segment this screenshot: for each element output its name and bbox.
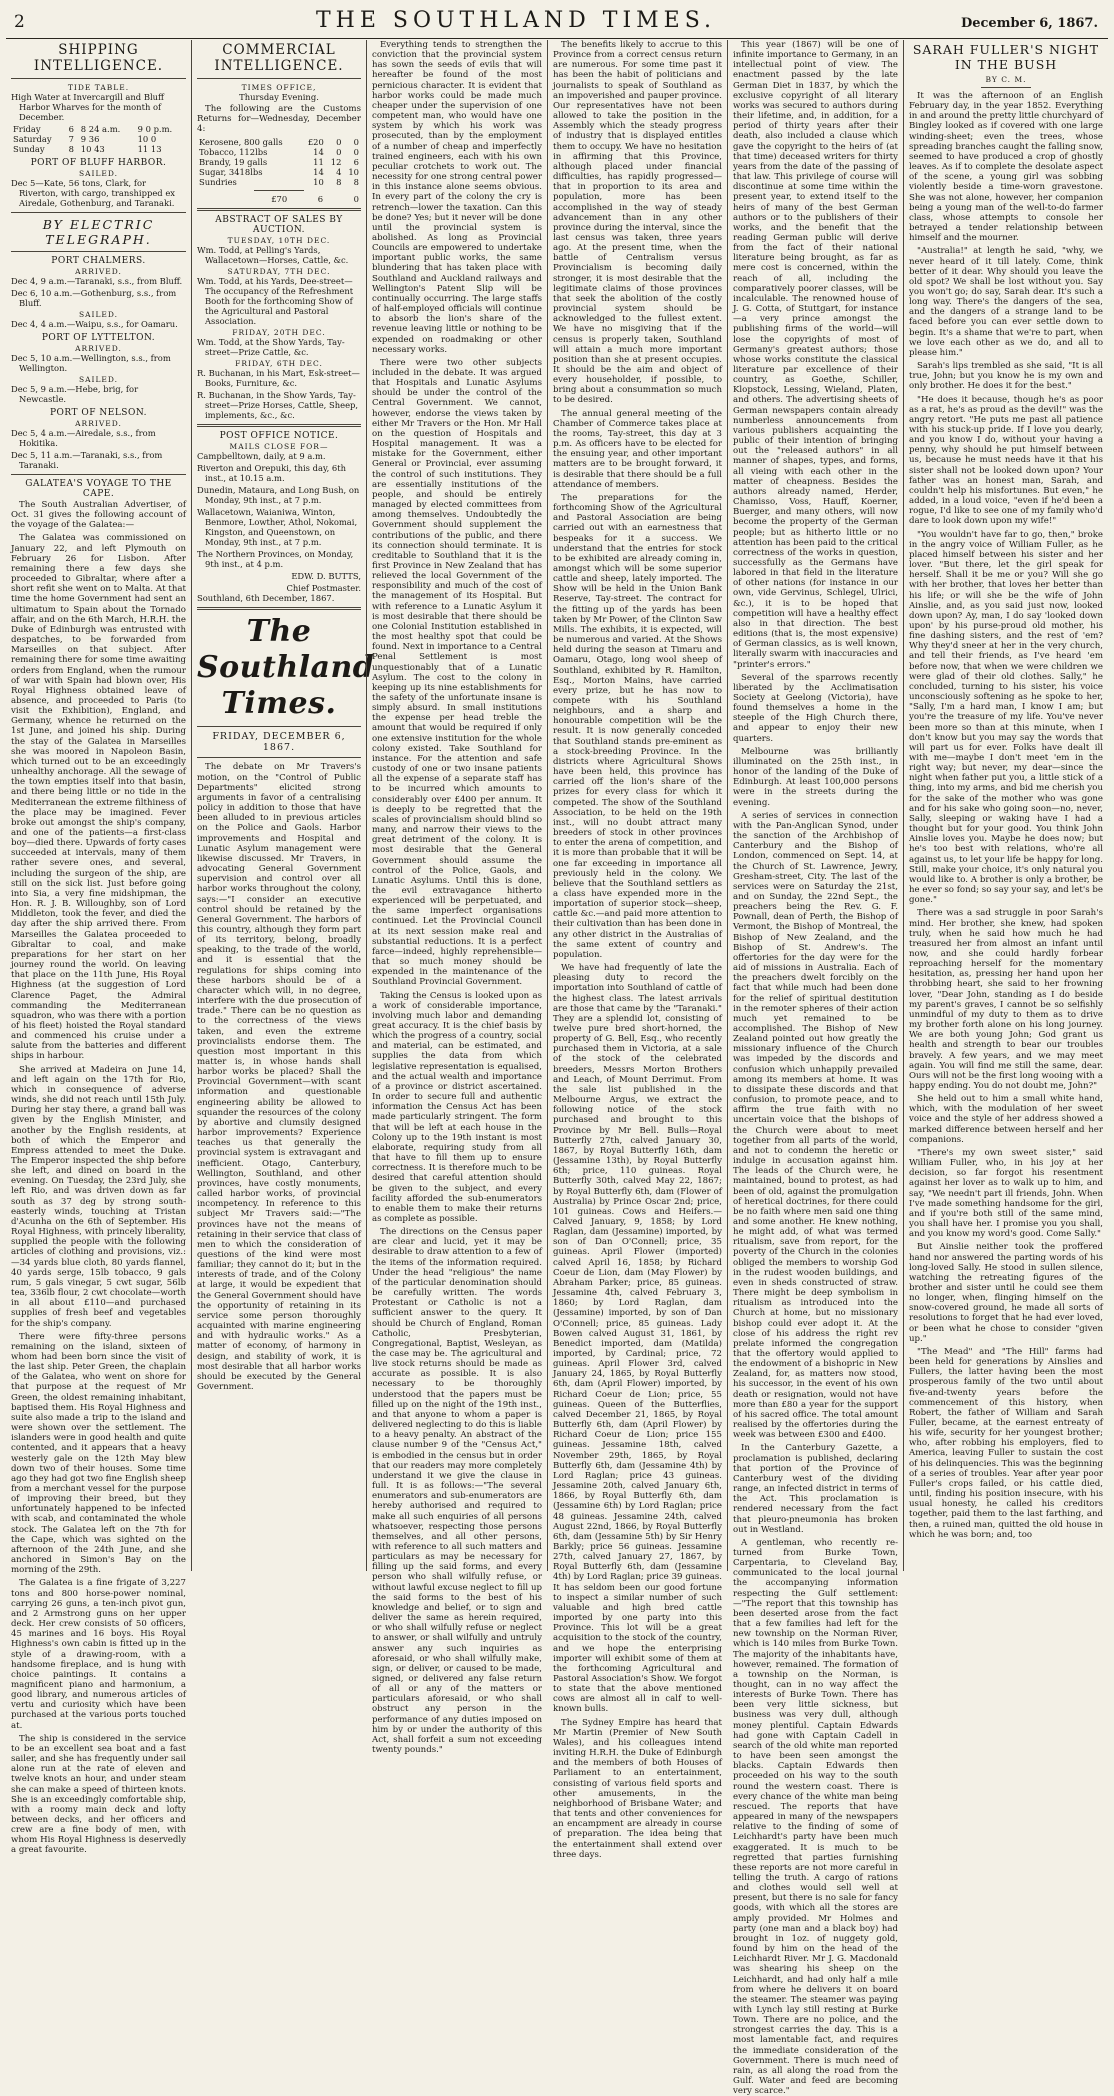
customs-shillings: 8 (336, 177, 342, 188)
customs-pence: 10 (348, 167, 359, 178)
tide-note: High Water at Invercargill and Bluff Harbor Wharves for the month of December. (11, 92, 165, 122)
story-paragraph: "The Mead" and "The Hill" farms had been held for generations by Ainslies and Fullers, the latter having been the most prosperous family of the two until about five-and-twenty years before the commencement of this history, when Robert, the father of William and Sarah Fuller, became, at the earnest entreaty of his wife, security for her youngest brother; who, after robbing his employers, fled to America, leaving Fuller to sustain the cost of his delinquencies. This was the beginning of a series of troubles. Year after year poor Fuller's crops failed, or his cattle died, until, finding his position insecure, with his usual honesty, he called his creditors together, paid them to the last farthing, and then, a ruined man, quitted the old house in which he was born; and, too (909, 1346, 1103, 1540)
galatea-paragraph: The Galatea was commissioned on January 22, and left Plymouth on February 26 for Lisbon. After remaining there a few days she proceeded to Gibraltar, where after a short refit she went on to Malta. At that time the home Government had sent an ultimatum to Spain about the Tornado affair, and on the 6th March, H.R.H. the Duke of Edinburgh was entrusted with despatches, to be forwarded from Marseilles on that subject. After remaining there for some time awaiting orders from England, when the rumour of war with Spain had blown over, His Royal Highness obtained leave of absence, and proceeded to Paris (to visit the Exhibition), England, and Germany, whence he returned on the 1st June, and joined his ship. During the stay of the Galatea in Marseilles she was moored in Napoleon Basin, which turned out to be an exceedingly unhealthy anchorage. All the sewage of the town empties itself into that basin, and there being little or no tide in the Mediterranean the extreme filthiness of the place may be imagined. Fever broke out amongst the ship's company, and one of the patients—a first-class boy—died there. Upwards of forty cases succeeded at intervals, many of them rather severe ones, and several, including the surgeon of the ship, are still on the sick list. Just before going into Sia, a very fine midshipman, the Hon. R. J. B. Willoughby, son of Lord Middleton, took the fever, and died the day after the ship arrived there. From Marseilles the Galatea proceeded to Gibraltar to coal, and make preparations for her start on her journey round the world. On leaving that place on the 11th June, His Royal Highness (at the suggestion of Lord Clarence Paget, the Admiral commanding the Mediterranean squadron, who was there with a portion of his fleet) hoisted the Royal standard and commenced his cruise under a salute from the batteries and different ships in harbour. (11, 533, 186, 1062)
news-paragraph: The benefits likely to accrue to this Province from a correct census return are numerous. For some time past it has been the habit of politicians and journalists to speak of Southland as an impoverished and pauper province. Our representatives have not been allowed to take the position in the Assembly which the steady progress of industry that is displayed entitles them to occupy. We have no hesitation in affirming that this Province, although placed under financial difficulties, has rapidly progressed—that in proportion to its area and population, more has been accomplished in the way of steady advancement than in any other province during the interval, since the last census was taken, three years ago. At the present time, when the battle of Centralism versus Provincialism is becoming daily stronger, it is most desirable that the legitimate claims of those provinces that seek the abolition of the costly provincial system should be acknowledged to the fullest extent. We have no misgiving that if the census is properly taken, Southland will attain a much more important position than she at present occupies. It should be the aim and object of every householder, if possible, to bring about a consummation so much to be desired. (553, 40, 722, 406)
galatea-intro: The South Australian Advertiser, of Oct. 31 gives the following account of the voyage of the Galatea:— (11, 500, 186, 531)
customs-item: Tobacco, 112lbs (199, 147, 268, 158)
customs-pence: 0 (353, 147, 359, 158)
galatea-paragraph: She arrived at Madeira on June 14, and left again on the 17th for Rio, which in consequence of adverse winds, she did not reach until 15th July. During her stay there, a grand ball was given by the English Minister, and another by the English residents, at both of which the Emperor and Empress attended to meet the Duke. The Emperor inspected the ship before she left, and dined on board in the evening. On Tuesday, the 23rd July, she left Rio, and was driven down as far south as 37 deg by strong south-easterly winds, touching at Tristan d'Acunha on the 6th of September. His Royal Highness, with princely liberality, supplied the people with the following articles of clothing and provisions, viz.:—34 yards blue cloth, 80 yards flannel, 40 yards serge, 15lb tobacco, 9 gals rum, 5 gals vinegar, 5 cwt sugar, 56lb tea, 336lb flour, 2 cwt chocolate—worth in all about £110—and purchased supplies of fresh beef and vegetables for the ship's company. (11, 1064, 186, 1329)
tide-cell: 8 24 a.m. (80, 124, 121, 134)
commercial-column (191, 40, 375, 1571)
tide-cell: 11 13 (137, 144, 162, 154)
sale-date: FRIDAY, 6TH DEC. (235, 359, 323, 369)
customs-item: Kerosene, 800 galls (199, 137, 283, 148)
customs-pence: 0 (353, 137, 359, 148)
total-shillings: 6 (317, 194, 324, 205)
arrival-entry: Dec 6, 10 a.m.—Gothenburg, s.s., from Bluff. (11, 288, 177, 308)
customs-row (197, 177, 361, 187)
arrival-entry: Dec 5, 10 a.m.—Wellington, s.s., from Wellington. (11, 353, 171, 373)
tide-cell: 8 (68, 144, 74, 154)
office-label: TIMES OFFICE, (241, 83, 317, 92)
tide-cell: 10 0 (137, 134, 157, 144)
shipping-heading: SHIPPING INTELLIGENCE. (33, 42, 164, 74)
issue-date: December 6, 1867. (960, 16, 1098, 31)
customs-row (197, 167, 361, 177)
customs-intro: The following are the Customs Returns for—Wednesday, December 4: (197, 104, 361, 135)
misc-paragraph: A series of services in connection with the Pan-Anglican Synod, under the sanction of the Archbishop of Canterbury and the Bishop of London, commenced on Sept. 14, at the Church of St. Lawrence, Jewry, Gresham-street, City. The last of the services were on Saturday the 21st, and on Sunday, the 22nd Sept., the preachers being the Rev. G. F. Pownall, dean of Perth, the Bishop of Vermont, the Bishop of Montreal, the Bishop of New Zealand, and the Bishop of St. Andrew's. The offertories for the day were for the aid of missions in Australia. Each of the preachers dwelt forcibly on the fact that while much had been done for the relief of spiritual destitution in the remoter spheres of their action much yet remained to be accomplished. The Bishop of New Zealand pointed out how greatly the missionary influence of the Church was impeded by the discords and confusion which unhappily prevailed among its members at home. It was to dissipate these discords and that confusion, to promote peace, and to affirm the true faith with no uncertain voice that the bishops of the Church were about to meet together from all parts of the world, and not to condemn the heretic or indulge in accusation against him. The leads of the Church were, he maintained, bound to protest, as had been of old, against the promulgation of heretical doctrines, for there could be no faith where men said one thing and some another. He knew nothing, he might add, of what was termed ritualism, save from report, for the poverty of the Church in the colonies obliged the members to worship God in the rudest wooden buildings, and even in sheds constructed of straw. There might be deep symbolism in ritualism as introduced into the Church at home, but no missionary bishop could ever adopt it. At the close of his address the right rev prelate informed the congregation that the offertory would applied to the endowment of a bishopric in New Zealand, for, as matters now stood, his successor, in the event of his own death or resignation, would not have more than £80 a year for the support of his sacred office. The total amount realised by the offertories during the week was between £300 and £400. (733, 810, 898, 1441)
tide-cell: 6 (68, 124, 74, 134)
news-paragraph: We have had frequently of late the pleasing duty to record the importation into Southland of cattle of the highest class. The latest arrivals are those that came by the "Taranaki." They are a splendid lot, consisting of twelve pure bred short-horned, the property of G. Bell, Esq., who recently purchased them in Victoria, at a sale of the stock of the celebrated breeders, Messrs Morton Brothers and Leach, of Mount Derrimut. From the sale list published in the Melbourne Argus, we extract the following notice of the stock purchased and brought to this Province by Mr Bell. Bulls—Royal Butterfly 27th, calved January 30, 1867, by Royal Butterfly 16th, dam (Jessamine 13th), by Royal Butterfly 6th; price, 110 guineas. Royal Butterfly 30th, calved May 22, 1867; by Royal Butterfly 6th, dam (Flower of Australia) by Prince Oscar 2nd; price, 101 guineas. Cows and Heifers.—Calved January, 9, 1858; by Lord Raglan, dam (Jessamine) imported, by son of Dan O'Connell; price, 35 guineas. April Flower (imported) calved April 16, 1858; by Richard Coeur de Lion, dam (May Flower) by Abraham Parker; price, 85 guineas. Jessamine 4th, calved February 3, 1860; by Lord Raglan, dam (Jessamine) imported, by son of Dan O'Connell; price, 85 guineas. Lady Bowen calved August 31, 1861, by Benedict imported, dam (Matilda) imported, by Cardinal; price, 72 guineas. April Flower 3rd, calved January 24, 1865, by Royal Butterfly 6th, dam (April Flower) imported, by Richard Coeur de Lion; price, 55 guineas. Queen of the Butterflies, calved December 21, 1865, by Royal Butterfly 6th, dam (April Flower) by Richard Coeur de Lion; price 155 guineas. Jessamine 18th, calved November 29th, 1865, by Royal Butterfly 6th, dam (Jessamine 4th) by Lord Raglan; price 43 guineas. Jessamine 20th, calved January 6th, 1866, by Royal Butterfly 6th, dam (Jessamine 6th) by Lord Raglan; price 48 guineas. Jessamine 24th, calved August 22nd, 1866, by Royal Butterfly 6th, dam (Jessamine 5th) by Sir Henry Barkly; price 56 guineas. Jessamine 27th, calved January 27, 1867, by Royal Butterfly 6th, dam (Jessamine 4th) by Lord Raglan; price 39 guineas. It has seldom been our good fortune to inspect a similar number of such valuable and high bred cattle imported by one party into this Province. This lot will be a great acquisition to the stock of the country, and we hope the enterprising importer will exhibit some of them at the forthcoming Agricultural and Pastoral Association's Show. We forgot to state that the above mentioned cows are almost all in calf to well-known bulls. (553, 963, 722, 1715)
sale-entry: Wm. Todd, at the Show Yards, Tay-street—Prize Cattle, &c. (197, 337, 345, 358)
arrived-label: ARRIVED. (75, 419, 122, 428)
mail-closing-entry: Wallacetown, Waianiwa, Winton, Benmore, Lowther, Athol, Nokomai, Kingston, and Queenstown, on Monday, 9th inst., at 7 p.m. (197, 507, 358, 548)
tide-table-title: TIDE TABLE. (67, 83, 130, 92)
tide-cell: 9 36 (80, 134, 100, 144)
customs-item: Sundries (199, 177, 237, 188)
arrived-label: ARRIVED. (75, 267, 122, 276)
editorial-paragraph: There were two other subjects included in the debate. It was argued that Hospitals and Lunatic Asylums should be under the control of the Central Government. We cannot, however, endorse the views taken by either Mr Travers or the Hon. Mr Hall on the question of Hospitals and Hospital management. It was a mistake for the Government, either General or Provincial, ever assuming the control of such institutions. They are essentially institutions of the people, and should be entirely managed by elected committees from among themselves. Undoubtedly the Government should supplement the contributions of the public, and there its connection should terminate. It is creditable to Southland that it is the first Province in New Zealand that has relieved the local Government of the responsibility and much of the cost of the management of its Hospital. But with reference to a Lunatic Asylum it is most desirable that there should be one Colonial Institution established in the most healthy spot that could be found. Next in importance to a Central Penal Settlement is most unquestionably that of a Lunatic Asylum. The cost to the colony in keeping up its nine establishments for the safety of the unfortunate insane is simply absurd. In small institutions the expense per head treble the amount that would be required if only one extensive institution for the whole colony existed. Take Southland for instance. For the attention and safe custody of one or two insane patients all the expense of a separate staff has to be incurred which amounts to considerably over £400 per annum. It is deeply to be regretted that the scales of provincialism should blind so many, and narrow their views to the great detriment of the colony. It is most desirable that the General Government should assume the control of the Police, Gaols, and Lunatic Asylums. Until this is done, the evil extravagance hitherto experienced will be perpetuated, and the same imperfect organisations continued. Let the Provincial Council at its next session make real and substantial reductions. It is a perfect farce—indeed, highly reprehensible—that so much money should be expended in the maintenance of the Southland Provincial Government. (372, 357, 542, 988)
galatea-paragraph: There were fifty-three persons remaining on the island, sixteen of whom had been born since the visit of the last ship. Peter Green, the chaplain of the Galatea, who went on shore for that purpose at the request of Mr Green, the oldest remaining inhabitant, baptised them. His Royal Highness and suite also made a trip to the island and were shown over the settlement. The islanders were in good health and quite contented, and it appears that a heavy westerly gale on the 12th May blew down two of their houses. Some time ago they had got two fine English sheep from a merchant vessel for the purpose of improving their breed, but they unfortunately happened to be infected with scab, and contaminated the whole stock. The Galatea left on the 7th for the Cape, which was sighted on the afternoon of the 24th June, and she anchored in Simon's Bay on the morning of the 29th. (11, 1331, 186, 1576)
customs-pounds: £20 (307, 137, 324, 148)
editorial-column (366, 40, 547, 1756)
bluff-sailed-entry: Dec 5—Kate, 56 tons, Clark, for Riverton, with cargo, transhipped ex Airedale, Gothenburg, and Taranaki. (11, 178, 175, 208)
arrived-label: ARRIVED. (75, 344, 122, 353)
arrival-entry: Dec 5, 11 a.m.—Taranaki, s.s., from Taranaki. (11, 450, 163, 470)
mail-closing-entry: The Northern Provinces, on Monday, 9th inst., at 4 p.m. (197, 549, 354, 570)
editorial-dateline: FRIDAY, DECEMBER 6, 1867. (212, 731, 346, 754)
customs-shillings: 0 (336, 137, 342, 148)
tide-cell: 7 (68, 134, 74, 144)
postmaster-name: EDW. D. BUTTS, (291, 571, 361, 582)
editorial-paragraph: Taking the Census is looked upon as a work of considerable importance, involving much labor and demanding great accuracy. It is the chief basis by which the progress of a country, social and material, can be estimated, and supplies the data from which legislative representation is equalised, and the actual wealth and importance of a province or district ascertained. In order to secure full and authentic information the Census Act has been made particularly stringent. The form that will be left at each house in the Colony up to the 19th instant is most elaborate, requiring study from all that have to fill them up to ensure correctness. It is therefore much to be desired that careful attention should be given to the subject, and every facility afforded the sub-enumerators to enable them to make their returns as complete as possible. (372, 990, 542, 1224)
port-nelson-heading: PORT OF NELSON. (49, 408, 148, 418)
customs-table (197, 137, 361, 187)
galatea-paragraph: The ship is considered in the service to be an excellent sea boat and a fast sailer, and she has frequently under sail alone run at the rate of eleven and twelve knots an hour, and under steam she can make a speed of thirteen knots. She is an exceedingly comfortable ship, with a roomy main deck and lofty between decks, and her officers and crew are a fine body of men, with whom His Royal Highness is deservedly a great favourite. (11, 1733, 186, 1856)
telegraph-heading: BY ELECTRIC TELEGRAPH. (42, 217, 155, 247)
shipping-column (6, 40, 191, 1856)
port-chalmers-heading: PORT CHALMERS. (51, 256, 146, 266)
editorial-paragraph: The debate on Mr Travers's motion, on the "Control of Public Departments" elicited strong arguments in favor of a centralising policy in addition to those that have been alluded to in previous articles on the Police and Gaols. Harbor improvements and Hospital and Lunatic Asylum management were likewise discussed. Mr Travers, in advocating General Government supervision and control over all harbor works throughout the colony, says:—"I consider an executive control should be retained by the General Government. The harbors of this country, although they form part of its territory, belong, broadly speaking, to the trade of the world, and it is essential that the regulations for ships coming into these harbors should be of a character which will, in no degree, interfere with the due prosecution of trade." There can be no question as to the correctness of the views taken, and even the extreme provincialists endorse them. The question most important in this matter is, in whose hands shall harbor works be placed? Shall the Provincial Government—with scant information and questionable engineering ability be allowed to squander the resources of the colony by abortive and clumsily designed harbor improvements? Experience teaches us that generally the provincial system is extravagant and inefficient. Otago, Canterbury, Wellington, Southland, and other provinces, have costly monuments, called harbor works, of provincial incompetency. In reference to this subject Mr Travers said:—"The provinces have not the means of retaining in their service that class of men to which the consideration of questions of the kind were most familiar; they cannot do it; but in the interests of trade, and of the Colony at large, it would be expedient that the General Government should have the opportunity of retaining in its service some person thoroughly acquainted with marine engineering and with hydraulic works." As a matter of economy, of harmony in design, and stability of work, it is most desirable that all harbor works should be executed by the General Government. (197, 762, 361, 1392)
departure-entry: Dec 4, 4 a.m.—Waipu, s.s., for Oamaru. (11, 319, 178, 329)
arrival-entry: Dec 5, 4 a.m.—Airedale, s.s., from Hokitika. (11, 428, 156, 448)
page-number: 2 (14, 12, 25, 32)
port-lyttelton-heading: PORT OF LYTTELTON. (41, 333, 156, 343)
galatea-paragraph: The Galatea is a fine frigate of 3,227 tons and 800 horse-power nominal, carrying 26 guns, a ten-inch pivot gun, and 2 Armstrong guns on her upper deck. Her crew consists of 50 officers, 45 marines and 16 boys. His Royal Highness's own cabin is fitted up in the style of a drawing-room, with a handsome fireplace, and is hung with choice paintings. It contains a magnificent piano and harmonium, a good library, and numerous articles of vertu and curiosity which have been purchased at the various ports touched at. (11, 1578, 186, 1731)
customs-total (197, 194, 361, 204)
customs-pence: 6 (353, 157, 359, 168)
tide-cell: 9 0 p.m. (137, 124, 173, 134)
news-paragraph: The preparations for the forthcoming Show of the Agricultural and Pastoral Association are being carried out with an earnestness that bespeaks for it a success. We understand that the entries for stock to be exhibited are already coming in, amongst which will be some superior cattle and sheep, lately imported. The Show will be held in the Union Bank Reserve, Tay-street. The contract for the fitting up of the yards has been taken by Mr Power, of the Clinton Saw Mills. The exhibits, it is expected, will be numerous and varied. At the Shows held during the season at Timaru and Oamaru, Otago, long wool sheep of Southland, exhibited by R. Hamilton, Esq., Morton Mains, have carried every prize, but he has now to compete with his Southland neighbours, and a sharp and honourable competition will be the result. It is now generally conceded that Southland stands pre-eminent as a stock-breeding Province. In the districts where Agricultural Shows have been held, this province has carried off the lion's share of the prizes for every class for which it competed. The show of the Southland Association, to be held on the 19th inst., will no doubt attract many breeders of stock in other provinces to enter the arena of competition, and it is more than probable that it will be one far exceeding in importance all previously held in the colony. We believe that the Southland settlers as a class have expended more in the importation of superior stock—sheep, cattle &c.—and paid more attention to their cultivation than has been done in any other district in the Australias of the same extent of country and population. (553, 492, 723, 960)
misc-paragraph: Several of the sparrows recently liberated by the Acclimatisation Society at Geelong (Victoria), have found themselves a home in the steeple of the High Church there, and appear to enjoy their new quarters. (733, 672, 898, 744)
sale-entry: Wm. Todd, at Pelling's Yards, Wallacetown—Horses, Cattle, &c. (197, 245, 349, 266)
total-pounds: £70 (271, 194, 288, 205)
sailed-label: SAILED. (78, 375, 119, 384)
tide-row (11, 124, 186, 134)
galatea-heading: GALATEA'S VOYAGE TO THE CAPE. (25, 479, 172, 499)
story-paragraph: "You wouldn't have far to go, then," broke in the angry voice of William Fuller, as he placed himself between his sister and her lover. "But there, let the girl speak for herself. Shall it be me or you? Will she go with her brother, that loves her better than his life; or will she be the wife of John Ainslie, and, as you said just now, looked down upon? Ay, man, I do say 'looked down upon' by his purse-proud old mother, his fine dashing sisters, and the rest of 'em? Why they'd sneer at her in the very church, and tell their friends, as I've heard 'em before now, that when we were children we were glad of their old clothes. Sally," he concluded, turning to his sister, his voice unconsciously softening as he spoke to her, "Sally, I'm a hard man, I know I am; but you're the treasure of my life. You've never been more so than at this minute, when I don't know but you may say the words that will part us for ever. Folks have dealt ill with me—maybe I don't meet 'em in the right way; but never, my dear—since the night when father put you, a little stick of a thing, into my arms, and bid me cherish you for the sake of the mother who was gone and for his sake who going soon—no, never, Sally, sleeping or waking have I had a thought but for your good. You think John Ainslie loves you. Maybe he does now; but he's too best with relations, who're all against us, to let your life be happy for long. Still, make your choice, it's only natural you would like to. A brother is only a brother, be he ever so fond; so say your say, and let's be gone." (909, 529, 1103, 906)
sales-heading: ABSTRACT OF SALES BY AUCTION. (215, 215, 343, 236)
newspaper-flag: The Southland Times. (197, 614, 375, 722)
news-paragraph: The annual general meeting of the Chamber of Commerce takes place at the rooms, Tay-street, this day at 3 p.m. As officers have to be elected for the ensuing year, and other important matters are to be brought forward, it is desirable that there should be a full attendance of members. (553, 408, 722, 490)
customs-pounds: 14 (313, 167, 324, 178)
tide-cell: Sunday (13, 144, 45, 154)
misc-paragraph: Melbourne was brilliantly illuminated on the 25th inst., in honor of the landing of the Duke of Edinburgh. At least 100,000 persons were in the streets during the evening. (733, 746, 898, 808)
post-office-place: Southland, 6th December, 1867. (197, 593, 335, 604)
story-paragraph: It was the afternoon of an English February day, in the year 1852. Everything in and around the pretty little churchyard of Bingley looked as if covered with one large winding-sheet; even the trees, whose spreading branches caught the falling snow, seemed to have produced a crop of ghostly leaves. As if to complete the desolate aspect of the scene, a young girl was sobbing violently beside a time-worn gravestone. She was not alone, however, her companion being a young man of the well-to-do farmer class, whose attempts to console her betrayed a tender relationship between himself and the mourner. (909, 91, 1103, 244)
story-paragraph: "Australia!" at length he said, "why, we never heard of it till lately. Come, think better of it dear. Why should you leave the old spot? We shall be lost without you. Say you won't go; do say, Sarah dear. It's such a long way. There's the dangers of the sea, and the dangers of a strange land to be faced before you can ever settle down to begin. It's a shame that we're to part, when we love each other as we do, and all to please him." (909, 246, 1103, 358)
story-paragraph: But Ainslie neither took the proffered hand nor answered the parting words of his long-loved Sally. He stood in sullen silence, watching the retreating figures of the brother and sister until he could see them no longer, when, flinging himself on the snow-covered ground, he made all sorts of resolutions to forget that he had ever loved, or been what he chose to consider "given up." (909, 1242, 1103, 1344)
editorial-paragraph: Everything tends to strengthen the conviction that the provincial system has sown the seeds of evils that will hereafter be found of the most pernicious character. It is evident that harbor works could be made much cheaper under the supervision of one competent man, who would have one system by which his work was prosecuted, than by the employment of a number of cheap and imperfectly trained engineers, each with his own peculiar crotchets to work out. The necessity for one strong central power in this instance alone seems obvious. In every part of the colony the cry is retrench—lower the taxation. Can this be done? Yes; but it never will be done until the provincial system is abolished. As long as Provincial Councils are empowered to undertake important public works, the same blundering that has taken place with Southland and Auckland railways and Wellington's Patent Slip will be continually occurring. The large staffs of half-employed officials will continue to absorb the lion's share of the revenue leaving little or nothing to be expended on roadmaking or other necessary works. (372, 40, 542, 355)
news-column (547, 40, 727, 1860)
story-title: SARAH FULLER'S NIGHT IN THE BUSH (912, 42, 1100, 72)
editorial-paragraph: The directions on the Census paper are clear and lucid, yet it may be desirable to draw attention to a few of the items of the information required. Under the head "religious" the name of the particular denomination should be carefully written. The words Protestant or Catholic is not a sufficient answer to the query. It should be Church of England, Roman Catholic, Presbyterian, Congregational, Baptist, Wesleyan, as the case may be. The agricultural and live stock returns should be made as accurate as possible. It is also necessary to be thoroughly understood that the papers must be filled up on the night of the 19th inst., and that anyone to whom a paper is delivered neglecting to do this is liable to a heavy penalty. An abstract of the clause number 9 of the "Census Act," is embodied in the census but in order that our readers may more completely understand it we give the clause in full. It is as follows:—"The several enumerators and sub-enumerators are hereby authorised and required to make all such enquiries of all persons whatsoever, respecting those persons themselves, and all other persons, with reference to all such matters and particulars as may be necessary for filling up the said forms, and every person who shall wilfully refuse, or without lawful excuse neglect to fill up the said forms to the best of his knowledge and belief, or to sign and deliver the same as herein required, or who shall wilfully refuse or neglect to answer, or shall wilfully and untruly answer any such inquiries as aforesaid, or who shall wilfully make, sign, or deliver, or caused to be made, signed, or delivered any false return of all or any of the matters or particulars aforesaid, or who shall obstruct any person in the performance of any duties imposed on him by or under the authority of this Act, shall forfeit a sum not exceeding twenty pounds." (372, 1227, 542, 1756)
postmaster-title: Chief Postmaster. (286, 583, 361, 594)
customs-item: Brandy, 19 galls (199, 157, 268, 168)
customs-row (197, 137, 361, 147)
mail-closing-entry: Dunedin, Mataura, and Long Bush, on Monday, 9th inst., at 7 p.m. (197, 485, 360, 506)
total-pence: 0 (353, 194, 359, 205)
post-office-heading: POST OFFICE NOTICE. (219, 431, 339, 442)
office-date: Thursday Evening. (239, 92, 319, 102)
customs-pounds: 11 (313, 157, 324, 168)
customs-row (197, 157, 361, 167)
departure-entry: Dec 5, 9 a.m.—Hebe, brig, for Newcastle. (11, 384, 139, 404)
story-paragraph: "There's my own sweet sister," said William Fuller, who, in his joy at her decision, so far forgot his resentment against her lover as to walk up to him, and say, "We needn't part ill friends, John. When I've made something handsome for the girl, and if you're both still of the same mind, you shall have her. I promise you you shall, and you know my word's good. Come Sally." (909, 1147, 1103, 1240)
tide-cell: Friday (13, 124, 41, 134)
sale-entry: R. Buchanan, in his Mart, Esk-street—Books, Furniture, &c. (197, 368, 360, 389)
customs-row (197, 147, 361, 157)
mail-closing-entry: Campbelltown, daily, at 9 a.m. (197, 451, 326, 462)
bluff-sailed-label: SAILED. (78, 169, 119, 178)
sale-date: TUESDAY, 10TH DEC. (227, 236, 331, 246)
customs-pounds: 14 (313, 147, 324, 158)
customs-shillings: 0 (336, 147, 342, 158)
story-paragraph: She held out to him a small white hand, which, with the modulation of her sweet voice and the style of her address showed a marked difference between herself and her companions. (909, 1094, 1103, 1145)
story-paragraph: "He does it because, though he's as poor as a rat, he's as proud as the devil!" was the angry retort. "He puts me past all patience with his stuck-up pride. If I love you dearly, and you know I do, without your having a penny, why should he put himself between us, because he must needs have it that his sister shall not be looked down upon? Your father was an honest man, Sarah, and couldn't help his misfortunes. But even," he added, in a loud voice, "even if he'd been a rogue, I'd like to see one of my family who'd dare to look down upon my wife!" (909, 394, 1103, 527)
customs-shillings: 4 (336, 167, 342, 178)
misc-column (727, 40, 903, 2096)
tide-table (11, 124, 186, 154)
story-paragraph: Sarah's lips trembled as she said, "It is all true, John; but you know he is my own and only brother. He does it for the best." (909, 361, 1103, 392)
customs-pence: 8 (353, 177, 359, 188)
customs-pounds: 10 (313, 177, 324, 188)
misc-paragraph: In the Canterbury Gazette, a proclamation is published, declaring that portion of the Province of Canterbury west of the dividing range, an infected district in terms of the Act. This proclamation is rendered necessary from the fact that pleuro-pneumonia has broken out in Westland. (733, 1443, 898, 1535)
tide-row (11, 144, 186, 154)
misc-paragraph: A gentleman, who recently re-turned from Burke Town, Carpentaria, to Cleveland Bay, communicated to the local journal the accompanying information respecting the Gulf settlement:—"The report that this township has been deserted arose from the fact that a few families had left for the new township on the Norman River, which is 140 miles from Burke Town. The majority of the inhabitants have, however, remained. The formation of a township on the Norman, is thought, can in no way affect the interests of Burke Town. There has been very little sickness, but business was very dull, although money plentiful. Captain Edwards had gone with Captain Cadell in search of the old white man reported to have been seen amongst the blacks. Captain Edwards then proceeded on his way to the south round the western coast. There is every chance of the white man being rescued. The reports that have appeared in many of the newspapers relative to the finding of some of Leichhardt's party have been much exaggerated. It is much to be regretted that parties furnishing these reports are not more careful in telling the truth. A cargo of rations and clothes would sell well at present, but there is no sale for fancy goods, with which all the stores are amply provided. Mr Holmes and party (one man and a black boy) had brought in 1oz. of nuggety gold, found by him on the head of the Leichhardt River. Mr J. G. Macdonald was shearing his sheep on the Leichhardt, and had only half a mile from where he delivers it on board the steamer. The steamer was paying with Lynch lay still resting at Burke Town. There are no police, and the strongest carries the day. This is a most lamentable fact, and requires the immediate consideration of the Government. There is much need of rain, as all along the road from the Gulf. Water and feed are becoming very scarce." (733, 1537, 898, 2096)
newspaper-title: THE SOUTHLAND TIMES. (315, 8, 717, 33)
story-paragraph: There was a sad struggle in poor Sarah's mind. Her brother, she knew, had spoken truly, when he said how much he had treasured her from almost an infant until now, and she could hardly forbear reproaching herself for the momentary hesitation, as, pressing her hand upon her throbbing heart, she said to her frowning lover, "Dear John, standing as I do beside my parent's graves, I cannot be so selfishly unmindful of my duty to them as to drive my brother forth alone on his long journey. We are both young John; God grant us health and strength to bear our troubles bravely. A few years, and we may meet again. You will find me still the same, dear. Ours will not be the first long wooing with a happy ending. You do not doubt me, John?" (909, 908, 1103, 1091)
tide-cell: 10 43 (80, 144, 105, 154)
sale-date: FRIDAY, 20TH DEC. (232, 328, 326, 338)
tide-row (11, 134, 186, 144)
port-bluff-heading: PORT OF BLUFF HARBOR. (30, 158, 167, 168)
sailed-label: SAILED. (78, 310, 119, 319)
customs-item: Sugar, 3418lbs (199, 167, 263, 178)
misc-paragraph: This year (1867) will be one of infinite importance to Germany, in an intellectual point of view. The enactment passed by the late German Diet in 1837, by which the exclusive copyright of all literary works was secured to authors during their lifetime, and, in addition, for a period of thirty years after their death, also included a clause which gave the copyright to the heirs of (at that time) deceased writers for thirty years from the date of the passing of that law. This privilege of course will discontinue at some time within the present year, to extend itself to the heirs of many of the best German authors or to the publishers of their works, and the benefit that the reading German public will derive from the fact of their national literature being brought, as far as mere cost is concerned, within the reach of all, including the comparatively poorer classes, will be incalculable. The renowned house of J. G. Cotta, of Stuttgart, for instance—a very prince amongst the publishing firms of the world—will lose the copyrights of most of Germany's greatest authors; those whose works constitute the classical literature par excellence of their country, as Goethe, Schiller, Klopstock, Lessing, Wieland, Platen, and others. The advertising sheets of German newspapers contain already numberless announcements from various publishers acquainting the public of their intention of bringing out the "released authors" in all manner of shapes, types, and forms, all vieing with each other in the matter of cheapness. Besides the authors already named, Herder, Chamisso, Voss, Hauff, Koerner, Buerger, and many others, will now become the property of the German people; but as hitherto little or no attention has been paid to the critical correctness of the works in question, successfully as the Germans have labored in that field in the literature of other nations (for instance in our own, vide Gervinus, Schlegel, Ulrici, &c.), it is to be hoped that competition will have a healthy effect also in that direction. The best editions (that is, the most expensive) of German classics, as is well known, literally swarm with inaccuracies and "printer's errors." (733, 40, 898, 670)
tide-cell: Saturday (13, 134, 52, 144)
sale-date: SATURDAY, 7TH DEC. (227, 267, 331, 277)
story-byline: BY C. M. (985, 75, 1027, 84)
customs-shillings: 12 (330, 157, 342, 168)
columns (6, 40, 1108, 2096)
story-column (903, 40, 1108, 1571)
masthead (6, 8, 1108, 39)
sale-entry: Wm. Todd, at his Yards, Dee-street—The occupancy of the Refreshment Booth for the forthcoming Show of the Agricultural and Pastoral Association. (197, 276, 354, 327)
commercial-heading: COMMERCIAL INTELLIGENCE. (214, 42, 344, 74)
sale-entry: R. Buchanan, in the Show Yards, Tay-street—Prize Horses, Cattle, Sheep, implements, &c., &c. (197, 390, 359, 421)
mail-closing-entry: Riverton and Orepuki, this day, 6th inst., at 10.15 a.m. (197, 463, 346, 484)
arrival-entry: Dec 4, 9 a.m.—Taranaki, s.s., from Bluff. (11, 276, 183, 286)
news-paragraph: The Sydney Empire has heard that Mr Martin (Premier of New South Wales), and his colleagues intend inviting H.R.H. the Duke of Edinburgh and the members of both Houses of Parliament to an entertainment, consisting of various field sports and other amusements, in the neighborhood of Brisbane Water; and that tents and other conveniences for an encampment are already in course of preparation. The idea being that the entertainment shall extend over three days. (553, 1717, 722, 1860)
post-office-sub: MAILS CLOSE FOR— (229, 442, 329, 452)
